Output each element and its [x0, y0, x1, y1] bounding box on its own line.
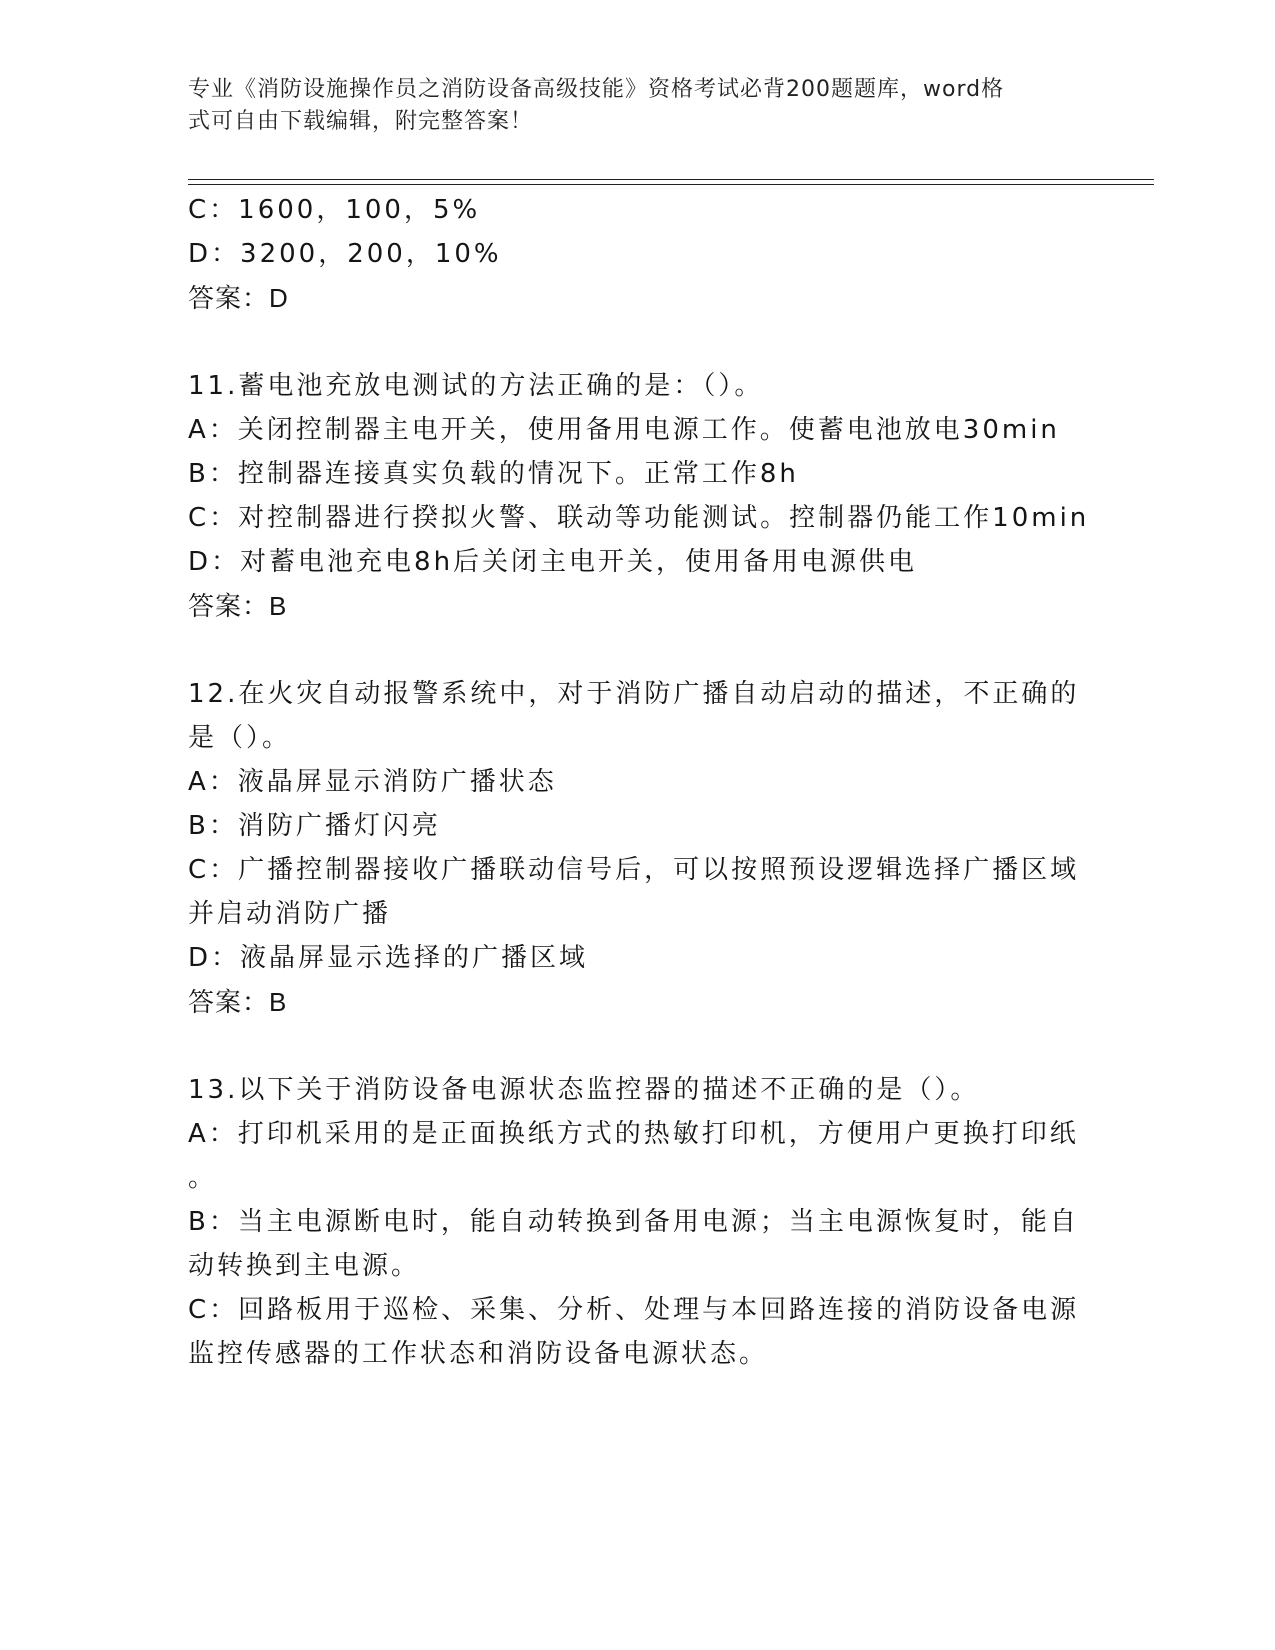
- q11-option-c: C：对控制器进行揆拟火警、联动等功能测试。控制器仍能工作10min: [188, 503, 1090, 533]
- q13-option-c-line-1: C：回路板用于巡检、采集、分析、处理与本回路连接的消防设备电源: [188, 1295, 1080, 1325]
- q12-option-d: D：液晶屏显示选择的广播区域: [188, 943, 589, 973]
- q13-option-a-line-2: 。: [188, 1163, 218, 1193]
- q13-option-b-line-2: 动转换到主电源。: [188, 1251, 421, 1281]
- header-line-2: 式可自由下载编辑，附完整答案！: [188, 109, 534, 134]
- q13-option-c-line-2: 监控传感器的工作状态和消防设备电源状态。: [188, 1339, 769, 1369]
- prev-option-c: C：1600，100，5%: [188, 195, 481, 225]
- q13-option-b-line-1: B：当主电源断电时，能自动转换到备用电源；当主电源恢复时，能自: [188, 1207, 1079, 1237]
- q12-option-c-line-2: 并启动消防广播: [188, 899, 392, 929]
- q12-option-b: B：消防广播灯闪亮: [188, 811, 441, 841]
- document-header: [188, 74, 1088, 138]
- header-line-1: 专业《消防设施操作员之消防设备高级技能》资格考试必背200题题库，word格: [188, 77, 1005, 102]
- q12-option-a: A：液晶屏显示消防广播状态: [188, 767, 557, 797]
- prev-answer: 答案：D: [188, 283, 289, 313]
- prev-option-d: D：3200，200，10%: [188, 239, 502, 269]
- q13-stem: 13.以下关于消防设备电源状态监控器的描述不正确的是（）。: [188, 1075, 980, 1105]
- q11-stem: 11.蓄电池充放电测试的方法正确的是：（）。: [188, 371, 764, 401]
- q11-option-d: D：对蓄电池充电8h后关闭主电开关，使用备用电源供电: [188, 547, 918, 577]
- q11-option-b: B：控制器连接真实负载的情况下。正常工作8h: [188, 459, 799, 489]
- q12-stem-line-2: 是（）。: [188, 723, 292, 753]
- q12-answer: 答案：B: [188, 987, 288, 1017]
- header-divider-top: [188, 179, 1154, 180]
- q11-answer: 答案：B: [188, 591, 288, 621]
- header-divider-bottom: [188, 184, 1154, 185]
- q12-option-c-line-1: C：广播控制器接收广播联动信号后，可以按照预设逻辑选择广播区域: [188, 855, 1080, 885]
- q13-option-a-line-1: A：打印机采用的是正面换纸方式的热敏打印机，方便用户更换打印纸: [188, 1119, 1079, 1149]
- q11-option-a: A：关闭控制器主电开关，使用备用电源工作。使蓄电池放电30min: [188, 415, 1060, 445]
- q12-stem-line-1: 12.在火灾自动报警系统中，对于消防广播自动启动的描述，不正确的: [188, 679, 1080, 709]
